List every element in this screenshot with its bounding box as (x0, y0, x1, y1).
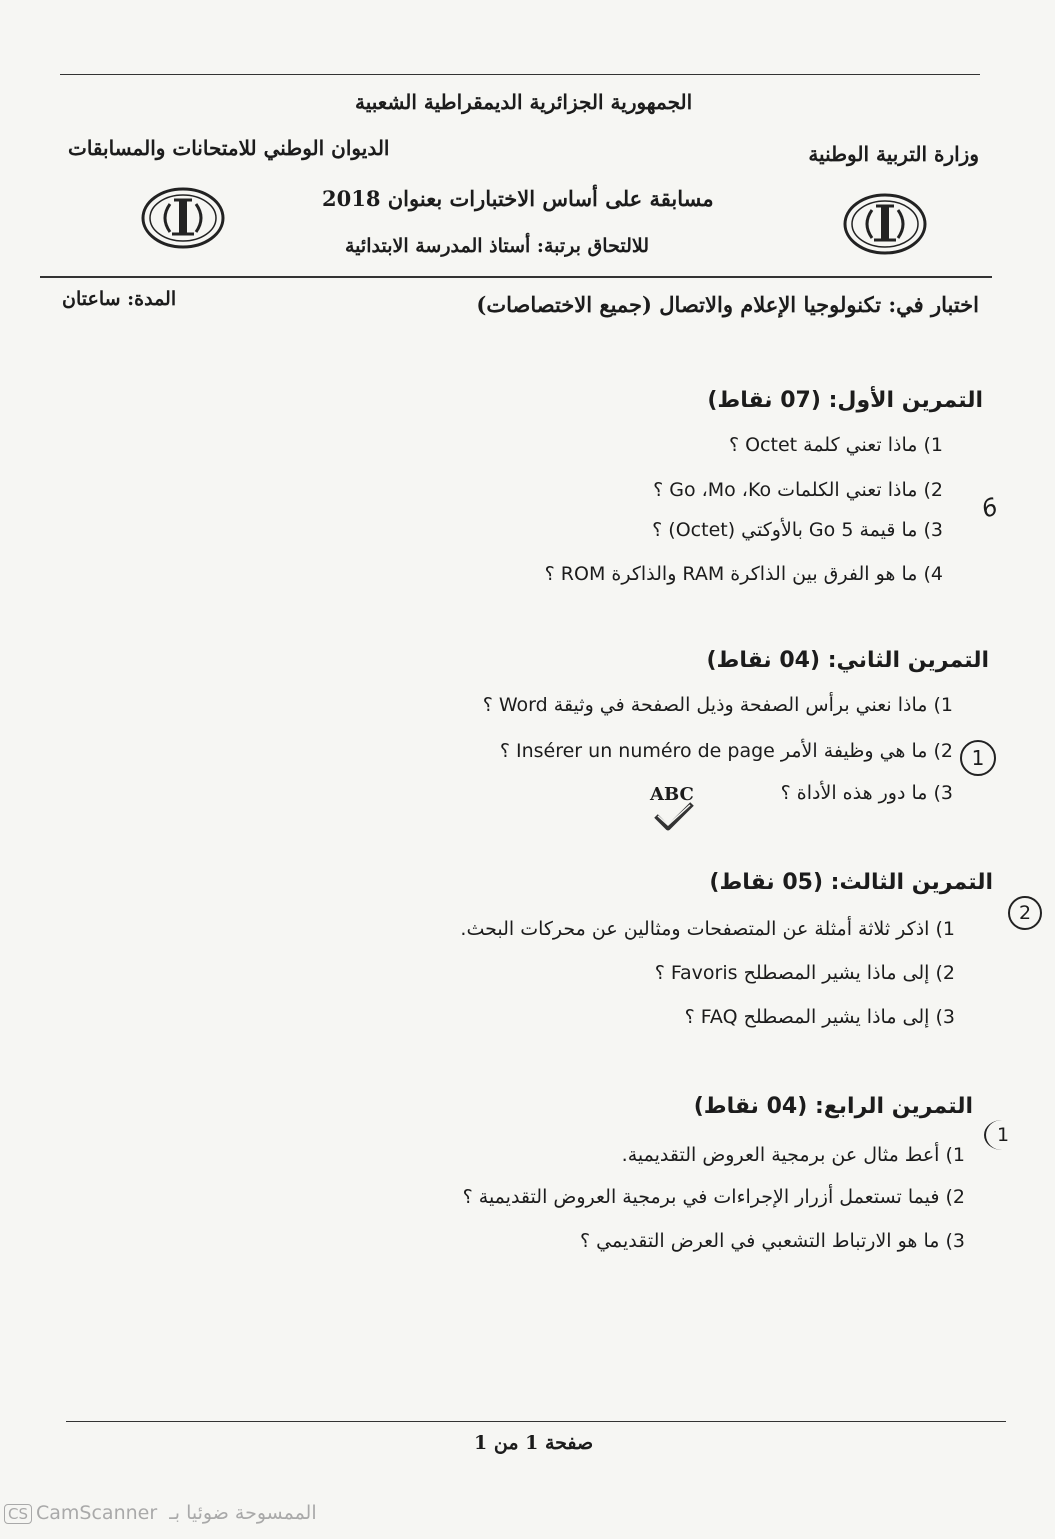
camscanner-logo: CS (4, 1504, 32, 1524)
competition-title: مسابقة على أساس الاختبارات بعنوان 2018 (322, 186, 714, 211)
exercise-4-question-1: 1) أعط مثال عن برمجية العروض التقديمية. (621, 1144, 965, 1166)
right-seal-emblem (842, 192, 928, 256)
left-seal-emblem (140, 186, 226, 250)
exercise-1-question-2: 2) ماذا تعني الكلمات Go ،Mo ،Ko ؟ (653, 479, 943, 501)
camscanner-name: CamScanner (36, 1502, 158, 1524)
header-rule (40, 276, 992, 278)
spelling-tool-label: ABC (650, 784, 694, 805)
exercise-2-title: التمرين الثاني: (04 نقاط) (706, 648, 989, 673)
grade-mark-exercise-4 (984, 1120, 1020, 1150)
republic-heading: الجمهورية الجزائرية الديمقراطية الشعبية (355, 90, 693, 114)
grade-mark-exercise-4-value: 1 (996, 1124, 1010, 1146)
rank-title: للالتحاق برتبة: أستاذ المدرسة الابتدائية (345, 235, 649, 257)
grade-mark-exercise-2-value: 1 (971, 746, 985, 770)
exercise-4-question-2: 2) فيما تستعمل أزرار الإجراءات في برمجية العروض التقديمية ؟ (462, 1186, 965, 1208)
grade-mark-exercise-3 (1008, 896, 1042, 930)
exercise-4-question-3: 3) ما هو الارتباط التشعبي في العرض التقديمي ؟ (580, 1230, 965, 1252)
exam-duration: المدة: ساعتان (62, 288, 177, 310)
office-name: الديوان الوطني للامتحانات والمسابقات (68, 136, 390, 160)
camscanner-arabic: الممسوحة ضوئيا بـ (169, 1502, 317, 1524)
grade-mark-exercise-3-value: 2 (1018, 902, 1032, 924)
exercise-1-question-4: 4) ما هو الفرق بين الذاكرة RAM والذاكرة ROM ؟ (544, 563, 943, 585)
camscanner-watermark (4, 1502, 317, 1524)
exercise-2-question-2: 2) ما هي وظيفة الأمر Insérer un numéro de page ؟ (499, 740, 953, 762)
page-number: صفحة 1 من 1 (474, 1432, 594, 1454)
exercise-4-title: التمرين الرابع: (04 نقاط) (693, 1094, 973, 1119)
exercise-1-title: التمرين الأول: (07 نقاط) (707, 388, 983, 413)
top-rule (60, 74, 980, 75)
exercise-3-question-2: 2) إلى ماذا يشير المصطلح Favoris ؟ (654, 962, 955, 984)
exercise-3-question-3: 3) إلى ماذا يشير المصطلح FAQ ؟ (684, 1006, 955, 1028)
ministry-name: وزارة التربية الوطنية (808, 142, 979, 166)
exercise-3-title: التمرين الثالث: (05 نقاط) (709, 870, 993, 895)
exercise-2-question-1: 1) ماذا نعني برأس الصفحة وذيل الصفحة في وثيقة Word ؟ (482, 694, 953, 716)
spelling-check-icon (652, 800, 696, 834)
exam-subject: اختبار في: تكنولوجيا الإعلام والاتصال (جميع الاختصاصات) (476, 292, 979, 317)
exercise-1-question-3: 3) ما قيمة 5 Go بالأوكتي (Octet) ؟ (652, 519, 943, 541)
footer-rule (66, 1421, 1006, 1422)
exercise-2-question-3: 3) ما دور هذه الأداة ؟ (780, 782, 953, 804)
exercise-3-question-1: 1) اذكر ثلاثة أمثلة عن المتصفحات ومثالين عن محركات البحث. (460, 918, 955, 940)
grade-mark-exercise-2 (960, 740, 996, 776)
grade-mark-exercise-1: 6 (978, 492, 1002, 524)
exercise-1-question-1: 1) ماذا تعني كلمة Octet ؟ (728, 434, 943, 456)
